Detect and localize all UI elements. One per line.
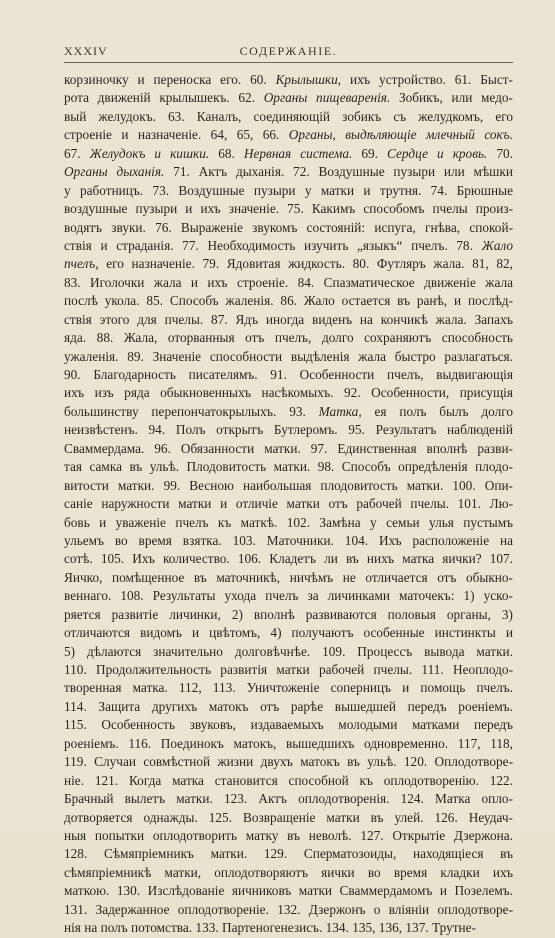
text-segment: 70.: [487, 145, 513, 161]
text-line: [64, 845, 513, 863]
text-line: [64, 421, 513, 439]
text-segment: 128. Сѣмяпріемникъ матки. 129. Сперматозоиды, находящіеся въ: [64, 846, 513, 862]
italic-heading: Нервная система.: [243, 145, 353, 161]
italic-heading: Матка,: [318, 403, 362, 419]
text-segment: 69.: [352, 145, 388, 161]
text-line: [64, 145, 513, 163]
text-segment: 114. Защита другихъ матокъ отъ рарѣе вышедшей передъ роеніемъ.: [64, 698, 513, 714]
italic-heading: Органы, выдѣляющіе млечный сокъ.: [288, 127, 513, 143]
text-line: [64, 126, 513, 144]
text-segment: саніе наружности матки и отличіе матки отъ рабочей пчелы. 101. Лю-: [64, 496, 513, 512]
text-segment: витости матки. 99. Весною наибольшая плодовитость матки. 100. Опи-: [64, 477, 513, 493]
text-segment: сѣмяпріемникѣ матки, оплодотворяютъ яички во время кладки ихъ: [64, 864, 513, 880]
text-segment: тая самка въ ульѣ. Плодовитость матки. 98. Способъ опредѣленія плодо-: [64, 459, 513, 475]
text-line: [64, 200, 513, 218]
text-segment: послѣ укола. 85. Способъ жаленія. 86. Жало остается въ ранѣ, и послѣд-: [64, 293, 513, 309]
text-line: [64, 89, 513, 107]
text-segment: водятъ звуки. 76. Выраженіе звукомъ состояній: испуга, гнѣва, спокой-: [64, 219, 513, 235]
text-line: [64, 458, 513, 476]
italic-heading: Сердце и кровь.: [387, 145, 488, 161]
text-segment: яда. 88. Жала, оторванныя отъ пчелъ, долго сохраняютъ способность: [64, 330, 513, 346]
text-segment: ныя попытки оплодотворить матку въ неволѣ. 127. Открытіе Дзержона.: [64, 827, 513, 843]
text-line: [64, 237, 513, 255]
text-segment: вый желудокъ. 63. Каналъ, соединяющій зобикъ съ желудкомъ, его: [64, 108, 513, 124]
text-segment: Зобикъ, или медо-: [390, 90, 513, 106]
text-line: [64, 477, 513, 495]
text-segment: воздушные пузыри и ихъ значеніе. 75. Какимъ способомъ пчелы произ-: [64, 201, 513, 217]
text-line: [64, 366, 513, 384]
text-line: [64, 827, 513, 845]
text-line: [64, 661, 513, 679]
text-segment: 115. Особенность звуковъ, издаваемыхъ молодыми матками передъ: [64, 717, 513, 733]
text-line: [64, 550, 513, 568]
text-line: [64, 311, 513, 329]
text-line: [64, 772, 513, 790]
text-line: [64, 255, 513, 273]
text-segment: дотворяется однажды. 125. Возвращеніе матки въ улей. 126. Неудач-: [64, 809, 513, 825]
text-line: [64, 716, 513, 734]
text-segment: ряется развитіе личинки, 2) вполнѣ развиваются половыя органы, 3): [64, 606, 513, 622]
text-segment: 131. Задержанное оплодотвореніе. 132. Дзержонъ о вліяніи оплодотворе-: [64, 901, 513, 917]
text-segment: большинству перепончатокрылыхъ. 93.: [64, 403, 319, 419]
italic-heading: Органы пищеваренія.: [263, 90, 391, 106]
text-segment: корзиночку и переноска его. 60.: [64, 72, 276, 87]
text-segment: роеніемъ. 116. Поединокъ матокъ, вышедшихъ одновременно. 117, 118,: [64, 735, 513, 751]
italic-heading: Желудокъ и кишки.: [89, 145, 210, 161]
text-segment: творенная матка. 112, 113. Уничтоженіе соперницъ и помощь пчелъ.: [64, 680, 513, 696]
text-line: [64, 901, 513, 919]
text-line: [64, 495, 513, 513]
text-line: [64, 163, 513, 181]
text-line: [64, 735, 513, 753]
text-segment: его назначеніе. 79. Ядовитая жидкость. 80. Футляръ жала. 81, 82,: [98, 256, 513, 272]
italic-heading: Органы дыханія.: [64, 164, 165, 180]
text-line: [64, 403, 513, 421]
text-line: [64, 348, 513, 366]
text-line: [64, 182, 513, 200]
text-line: [64, 440, 513, 458]
text-line: [64, 624, 513, 642]
text-line: [64, 569, 513, 587]
text-segment: ствія этого для пчелы. 87. Ядъ иногда виденъ на кончикѣ жала. Запахъ: [64, 311, 513, 327]
text-segment: Яичко, помѣщенное въ маточникѣ, ничѣмъ не отличается отъ обыкно-: [64, 569, 513, 585]
text-segment: строеніе и назначеніе. 64, 65, 66.: [64, 127, 289, 143]
italic-heading: пчелъ,: [64, 256, 99, 272]
page-number: XXXIV: [64, 44, 108, 58]
header-rule: [64, 62, 513, 63]
text-line: [64, 790, 513, 808]
text-segment: , ихъ устройство. 61. Быст-: [337, 72, 513, 87]
text-segment: 5) дѣлаются значительно долговѣчнѣе. 109. Процессъ вывода матки.: [64, 643, 513, 659]
text-segment: 68.: [209, 145, 244, 161]
text-line: [64, 108, 513, 126]
text-line: [64, 919, 513, 937]
text-segment: ихъ изъ ряда обыкновенныхъ насѣкомыхъ. 92. Особенности, присущія: [64, 385, 513, 401]
text-segment: 110. Продолжительность развитія матки рабочей пчелы. 111. Неоплодо-: [64, 662, 513, 677]
text-line: [64, 514, 513, 532]
text-segment: неизвѣстенъ. 94. Полъ открытъ Бутлеромъ. 95. Результатъ наблюденій: [64, 422, 513, 438]
text-line: [64, 219, 513, 237]
text-segment: маткою. 130. Изслѣдованіе яичниковъ матки Сваммердамомъ и Позелемъ.: [64, 883, 513, 899]
text-line: [64, 292, 513, 310]
text-segment: у работницъ. 73. Воздушные пузыри у матки и трутня. 74. Брюшные: [64, 182, 513, 198]
text-line: [64, 587, 513, 605]
text-segment: 83. Иголочки жала и ихъ строеніе. 84. Спазматическое движеніе жала: [64, 274, 513, 290]
text-line: [64, 753, 513, 771]
text-segment: Брачный вылетъ матки. 123. Актъ оплодотворенія. 124. Матка опло-: [64, 791, 513, 807]
page-header: [64, 44, 513, 60]
italic-heading: Крылышки: [275, 72, 338, 87]
text-segment: ея полъ былъ долго: [361, 403, 513, 419]
text-line: [64, 679, 513, 697]
text-line: [64, 71, 513, 89]
text-segment: ужаленія. 89. Значеніе способности выдѣленія жала быстро разлагаться.: [64, 348, 513, 364]
text-segment: ульемъ во время взятка. 103. Маточники. 104. Ихъ расположеніе на: [64, 532, 513, 548]
text-segment: ствія и страданія. 77. Необходимость изучить „языкъ“ пчелъ. 78.: [64, 237, 482, 253]
text-segment: 90. Благодарность писателямъ. 91. Особенности пчелъ, выдвигающія: [64, 367, 513, 382]
text-line: [64, 864, 513, 882]
text-segment: веннаго. 108. Результаты ухода пчелъ за личинками маточекъ: 1) уско-: [64, 588, 513, 604]
text-line: [64, 384, 513, 402]
text-segment: отличаются видомъ и цвѣтомъ, 4) получаютъ особенные инстинкты и: [64, 625, 513, 641]
italic-heading: Жало: [481, 237, 513, 253]
text-segment: ніе. 121. Когда матка становится способной къ оплодотворенію. 122.: [64, 772, 513, 788]
text-line: [64, 274, 513, 292]
text-line: [64, 606, 513, 624]
text-segment: рота движеній крылышекъ. 62.: [64, 90, 264, 106]
text-line: [64, 329, 513, 347]
text-line: [64, 809, 513, 827]
text-segment: бовь и уваженіе пчелъ къ маткѣ. 102. Замѣна у семьи улья пустымъ: [64, 514, 513, 530]
text-segment: сотѣ. 105. Ихъ количество. 106. Кладетъ ли въ нихъ матка яички? 107.: [64, 551, 513, 567]
contents-text: [64, 71, 513, 938]
text-line: [64, 698, 513, 716]
text-segment: 119. Случаи совмѣстной жизни двухъ матокъ въ ульѣ. 120. Оплодотворе-: [64, 754, 513, 770]
text-segment: нія на полъ потомства. 133. Партеногенезисъ. 134. 135, 136, 137. Трутне-: [64, 920, 476, 936]
text-segment: 71. Актъ дыханія. 72. Воздушные пузыри или мѣшки: [164, 164, 513, 180]
text-line: [64, 882, 513, 900]
text-line: [64, 643, 513, 661]
page-title: СОДЕРЖАНІЕ.: [239, 44, 338, 58]
text-segment: 67.: [64, 145, 90, 161]
text-segment: Сваммердама. 96. Обязанности матки. 97. Единственная вполнѣ разви-: [64, 440, 513, 456]
text-line: [64, 532, 513, 550]
